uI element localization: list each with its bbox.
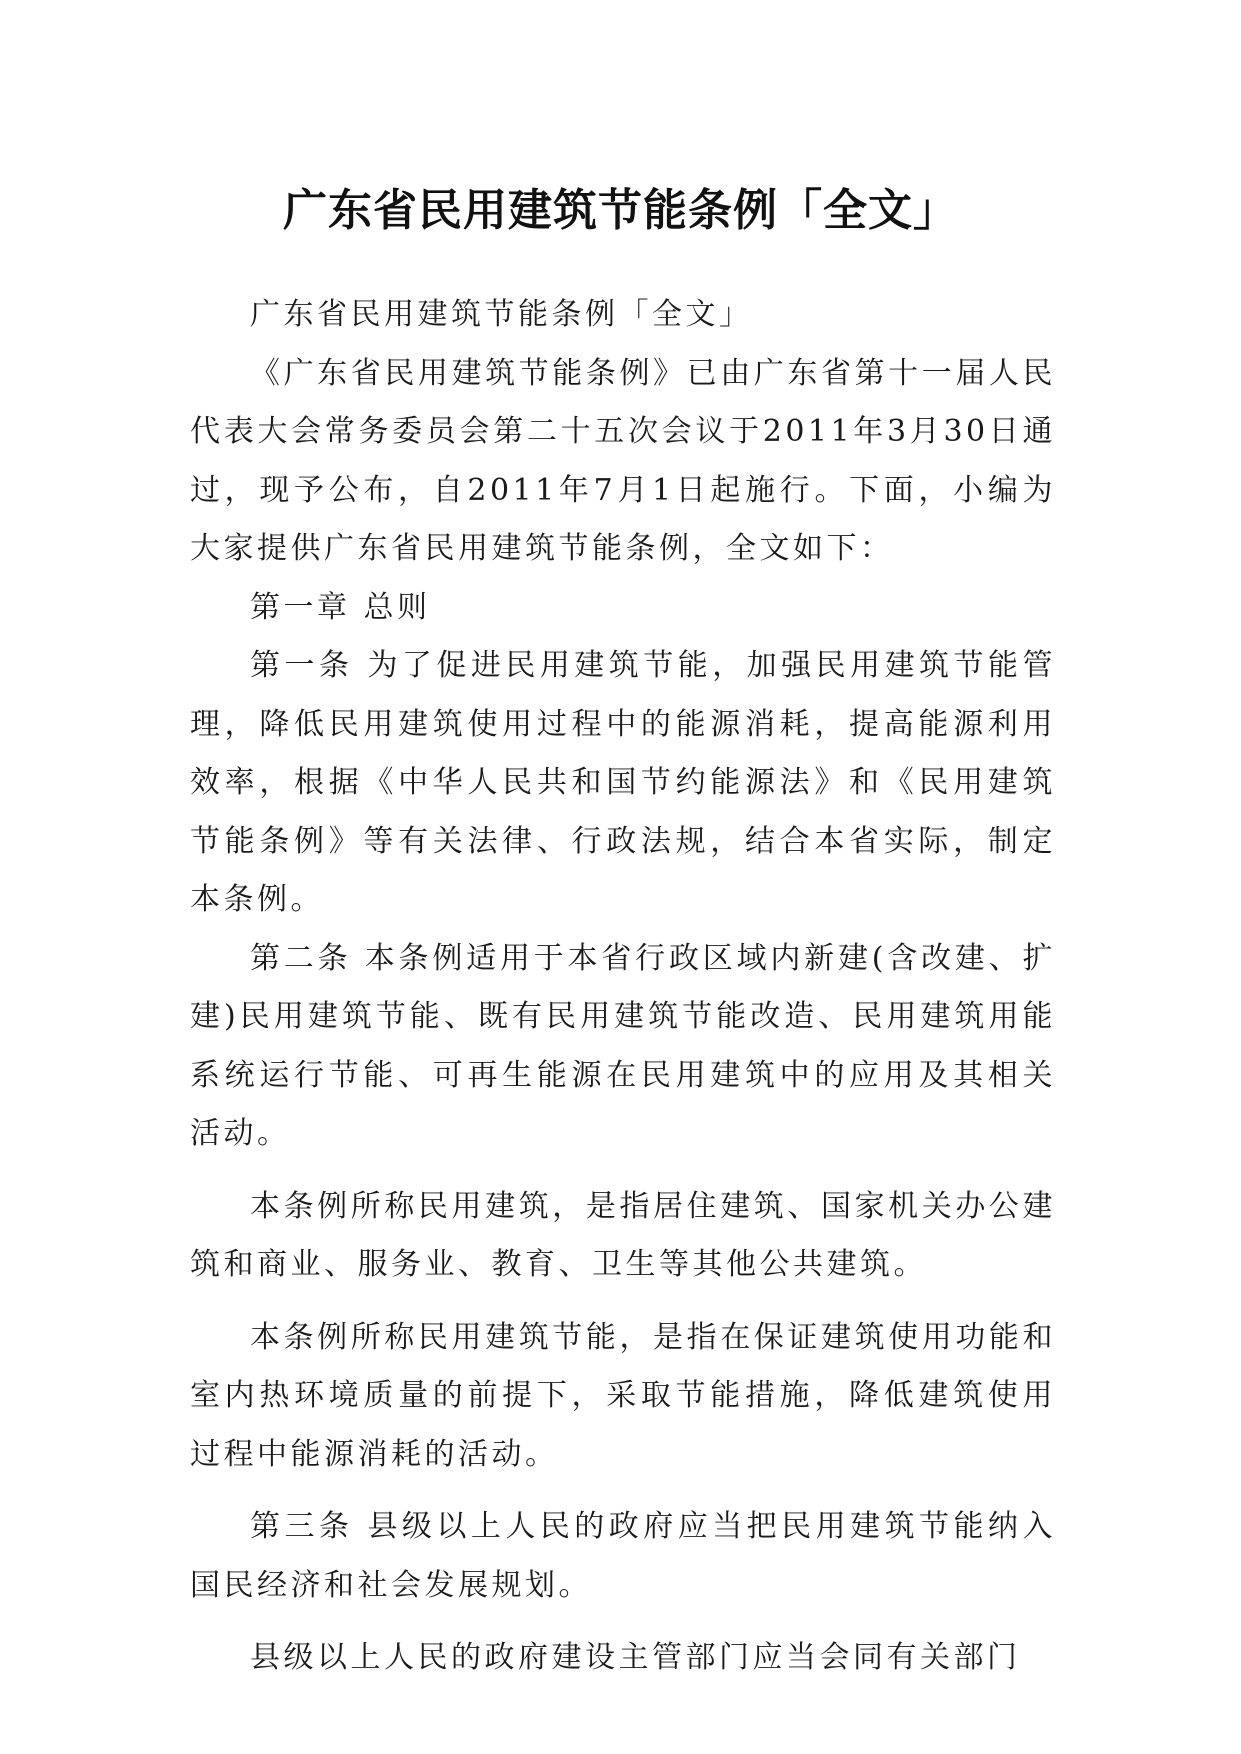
document-title: 广东省民用建筑节能条例「全文」: [283, 185, 958, 237]
article-3: 第三条 县级以上人民的政府应当把民用建筑节能纳入国民经济和社会发展规划。: [190, 1509, 1056, 1603]
paragraph-intro: 《广东省民用建筑节能条例》已由广东省第十一届人民代表大会常务委员会第二十五次会议于2011年3月30日通过，现予公布，自2011年7月1日起施行。下面，小编为大家提供广东省民用建筑节能条例，全文如下：: [190, 355, 1056, 566]
document-body: [190, 286, 1056, 1688]
paragraph-subtitle: 广东省民用建筑节能条例「全文」: [250, 297, 753, 332]
article-1: 第一条 为了促进民用建筑节能，加强民用建筑节能管理，降低民用建筑使用过程中的能源消耗，提高能源利用效率，根据《中华人民共和国节约能源法》和《民用建筑节能条例》等有关法律、行政法规，结合本省实际，制定本条例。: [190, 648, 1056, 917]
chapter-heading: 第一章 总则: [250, 589, 431, 625]
article-3-clause-2: 县级以上人民的政府建设主管部门应当会同有关部门: [250, 1640, 1021, 1675]
article-2: 第二条 本条例适用于本省行政区域内新建(含改建、扩建)民用建筑节能、既有民用建筑节能改造、民用建筑用能系统运行节能、可再生能源在民用建筑中的应用及其相关活动。: [190, 940, 1056, 1151]
article-2-clause-2: 本条例所称民用建筑，是指居住建筑、国家机关办公建筑和商业、服务业、教育、卫生等其他公共建筑。: [190, 1188, 1056, 1282]
article-2-clause-3: 本条例所称民用建筑节能，是指在保证建筑使用功能和室内热环境质量的前提下，采取节能措施，降低建筑使用过程中能源消耗的活动。: [190, 1319, 1056, 1472]
